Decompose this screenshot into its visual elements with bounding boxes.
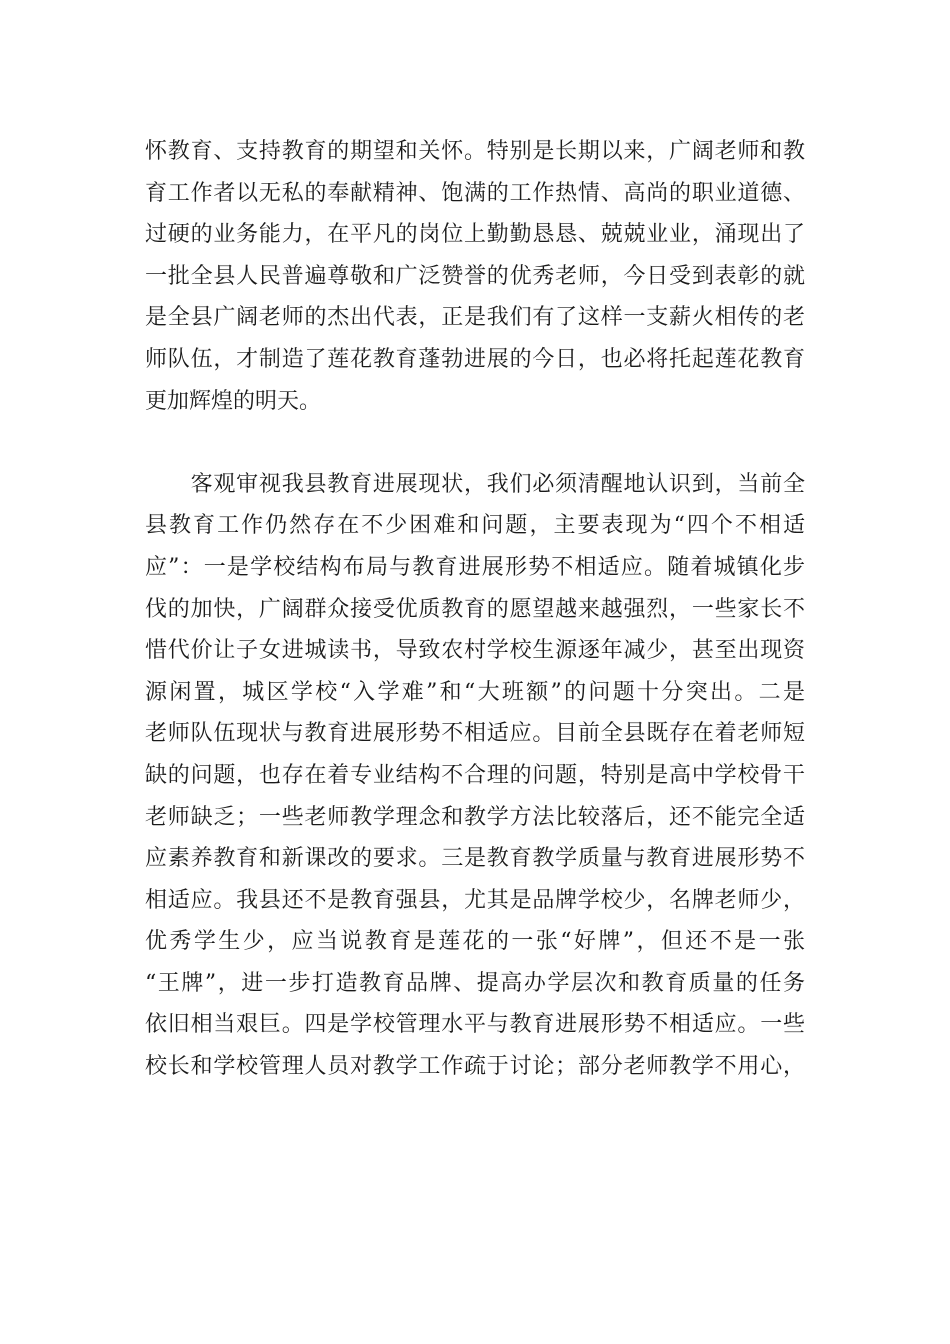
text-line: 源闲置，城区学校“入学难”和“大班额”的问题十分突出。二是 bbox=[145, 679, 805, 705]
body-text bbox=[145, 131, 805, 1088]
paragraph-gap bbox=[145, 422, 805, 464]
text-line: 怀教育、支持教育的期望和关怀。特别是长期以来，广阔老师和教 bbox=[145, 139, 805, 164]
text-line: 一批全县人民普遍尊敬和广泛赞誉的优秀老师，今日受到表彰的就 bbox=[145, 263, 805, 289]
text-line: 县教育工作仍然存在不少困难和问题，主要表现为“四个不相适 bbox=[145, 513, 805, 539]
text-line: 缺的问题，也存在着专业结构不合理的问题，特别是高中学校骨干 bbox=[145, 762, 805, 788]
text-line: 老师队伍现状与教育进展形势不相适应。目前全县既存在着老师短 bbox=[145, 721, 805, 747]
text-line: “王牌”，进一步打造教育品牌、提高办学层次和教育质量的任务 bbox=[145, 970, 805, 996]
text-line: 是全县广阔老师的杰出代表，正是我们有了这样一支薪火相传的老 bbox=[145, 305, 805, 331]
paragraph-2 bbox=[145, 464, 805, 1088]
text-line: 客观审视我县教育进展现状，我们必须清醒地认识到，当前全 bbox=[145, 471, 805, 497]
text-line: 应素养教育和新课改的要求。三是教育教学质量与教育进展形势不 bbox=[145, 846, 805, 872]
text-line: 伐的加快，广阔群众接受优质教育的愿望越来越强烈，一些家长不 bbox=[145, 596, 805, 622]
text-line: 优秀学生少，应当说教育是莲花的一张“好牌”，但还不是一张 bbox=[145, 929, 805, 955]
text-line: 更加辉煌的明天。 bbox=[145, 388, 322, 414]
paragraph-1 bbox=[145, 131, 805, 422]
text-line: 依旧相当艰巨。四是学校管理水平与教育进展形势不相适应。一些 bbox=[145, 1012, 805, 1038]
text-line: 惜代价让子女进城读书，导致农村学校生源逐年减少，甚至出现资 bbox=[145, 638, 805, 664]
text-line: 过硬的业务能力，在平凡的岗位上勤勤恳恳、兢兢业业，涌现出了 bbox=[145, 222, 805, 248]
text-line: 相适应。我县还不是教育强县，尤其是品牌学校少，名牌老师少， bbox=[145, 887, 805, 913]
text-line: 育工作者以无私的奉献精神、饱满的工作热情、高尚的职业道德、 bbox=[145, 180, 805, 206]
text-line: 老师缺乏；一些老师教学理念和教学方法比较落后，还不能完全适 bbox=[145, 804, 805, 830]
text-line: 校长和学校管理人员对教学工作疏于讨论；部分老师教学不用心， bbox=[145, 1054, 805, 1080]
text-line: 师队伍，才制造了莲花教育蓬勃进展的今日，也必将托起莲花教育 bbox=[145, 346, 805, 372]
text-line: 应”：一是学校结构布局与教育进展形势不相适应。随着城镇化步 bbox=[145, 554, 805, 580]
